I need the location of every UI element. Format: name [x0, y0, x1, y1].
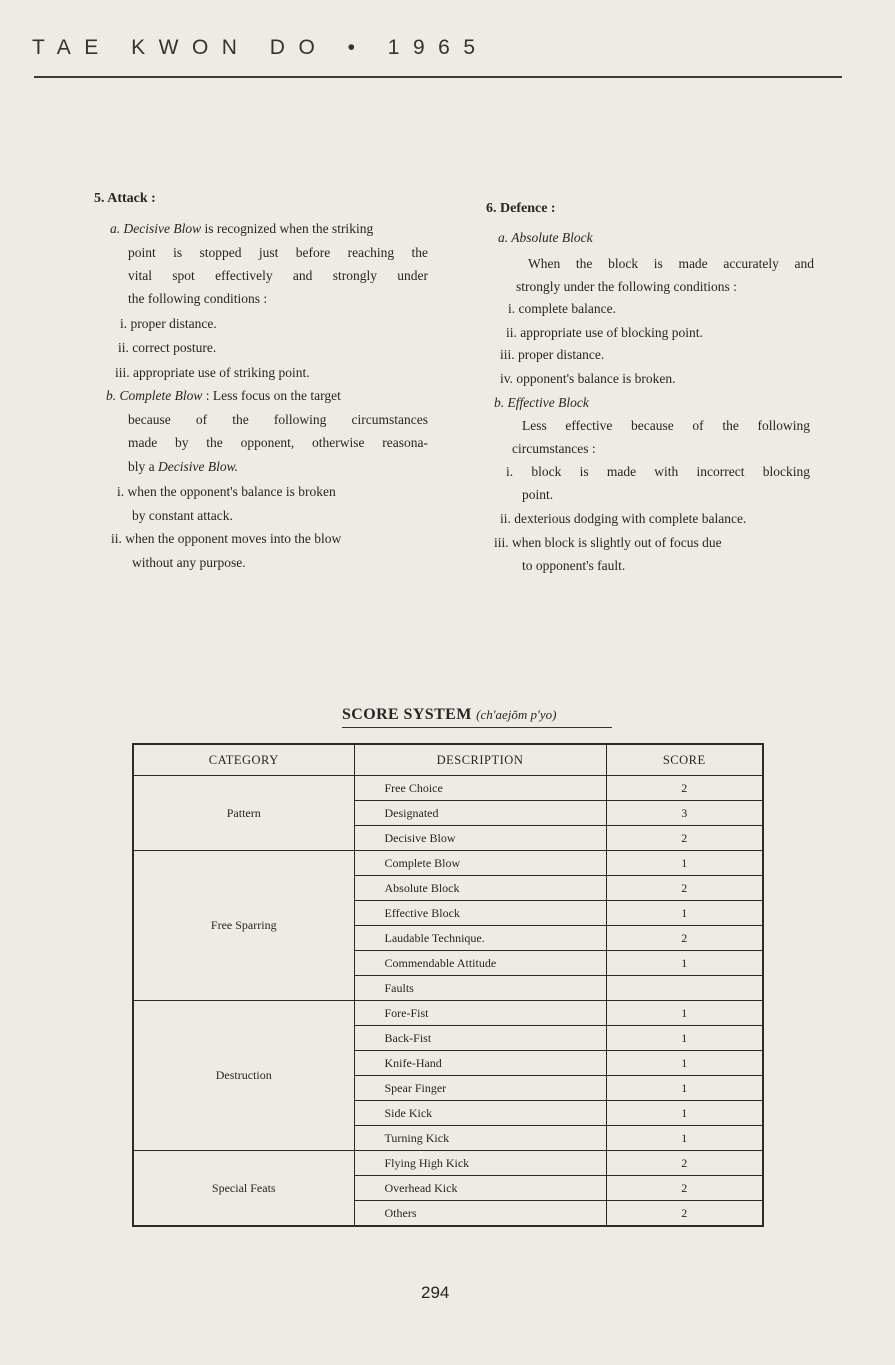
attack-a-line2: point is stopped just before reaching the: [128, 245, 428, 260]
table-row: [133, 1151, 763, 1176]
table-row: [133, 1001, 763, 1026]
row-score: 2: [606, 876, 763, 901]
score-table: [132, 743, 764, 1227]
defence-a-title: [498, 230, 593, 246]
defence-a-line2: strongly under the following conditions :: [516, 279, 737, 294]
attack-a-item-ii: ii. correct posture.: [118, 340, 217, 355]
row-score: 1: [606, 901, 763, 926]
row-description: Spear Finger: [354, 1076, 606, 1101]
row-description: Fore-Fist: [354, 1001, 606, 1026]
attack-heading: 5. Attack :: [94, 191, 156, 206]
defence-a-line1: When the block is made accurately and: [528, 256, 814, 271]
row-score: 1: [606, 851, 763, 876]
defence-b-item-iii-line1: iii. when block is slightly out of focus due: [494, 535, 722, 550]
defence-b-label: b.: [494, 395, 505, 410]
row-score: 1: [606, 1076, 763, 1101]
attack-a-label: a.: [110, 221, 121, 236]
attack-b-item-ii-line2: without any purpose.: [132, 555, 246, 570]
attack-a-item-iii: iii. appropriate use of striking point.: [115, 365, 310, 380]
header-category: CATEGORY: [133, 744, 354, 776]
attack-b-line4: [128, 459, 238, 475]
row-score: 2: [606, 826, 763, 851]
header-rule: [34, 76, 842, 78]
defence-b-title: [494, 395, 589, 411]
row-description: Complete Blow: [354, 851, 606, 876]
row-score: 2: [606, 1151, 763, 1176]
row-score: 1: [606, 1101, 763, 1126]
attack-b-label: b.: [106, 388, 117, 403]
attack-b-line2: because of the following circumstances: [128, 412, 428, 427]
defence-b-line2: circumstances :: [512, 441, 596, 456]
table-row: [133, 776, 763, 801]
header-description: DESCRIPTION: [354, 744, 606, 776]
row-description: Effective Block: [354, 901, 606, 926]
row-description: Overhead Kick: [354, 1176, 606, 1201]
attack-b-item-i-line1: i. when the opponent's balance is broken: [117, 484, 336, 499]
row-score: 2: [606, 926, 763, 951]
defence-b-line1: Less effective because of the following: [522, 418, 810, 433]
defence-heading: 6. Defence :: [486, 201, 556, 216]
defence-a-item-ii: ii. appropriate use of blocking point.: [506, 325, 703, 340]
attack-b-line4-pre: bly a: [128, 459, 158, 474]
row-description: Side Kick: [354, 1101, 606, 1126]
attack-b-item-ii-line1: ii. when the opponent moves into the blow: [111, 531, 342, 546]
score-table-header: [133, 744, 763, 776]
row-description: Free Choice: [354, 776, 606, 801]
row-score: 2: [606, 776, 763, 801]
header-score: SCORE: [606, 744, 763, 776]
attack-b-line1: [106, 388, 428, 404]
row-description: Others: [354, 1201, 606, 1227]
defence-b-item-ii: ii. dexterious dodging with complete balance.: [500, 511, 747, 526]
row-score: 1: [606, 1001, 763, 1026]
defence-a-item-i: i. complete balance.: [508, 301, 616, 316]
defence-a-term: Absolute Block: [511, 230, 593, 245]
row-score: 1: [606, 1126, 763, 1151]
defence-a-item-iii: iii. proper distance.: [500, 347, 605, 362]
row-score: 1: [606, 1026, 763, 1051]
attack-a-line4: the following conditions :: [128, 291, 268, 306]
row-description: Laudable Technique.: [354, 926, 606, 951]
attack-b-item-i-line2: by constant attack.: [132, 508, 233, 523]
attack-b-line3: made by the opponent, otherwise reasona-: [128, 435, 428, 450]
row-description: Knife-Hand: [354, 1051, 606, 1076]
attack-b-term: Complete Blow: [119, 388, 203, 403]
running-header: TAE KWON DO • 1965: [32, 36, 489, 59]
attack-a-term: Decisive Blow: [123, 221, 202, 236]
defence-b-item-i-line2: point.: [522, 487, 554, 502]
defence-a-item-iv: iv. opponent's balance is broken.: [500, 371, 676, 386]
attack-a-line1-rest: is recognized when the striking: [201, 221, 374, 236]
score-system-subtitle: (ch'aejŏm p'yo): [476, 707, 557, 722]
table-row: [133, 851, 763, 876]
row-description: Back-Fist: [354, 1026, 606, 1051]
score-system-title: [342, 706, 556, 724]
category-special-feats: Special Feats: [133, 1151, 354, 1227]
row-score: 2: [606, 1201, 763, 1227]
attack-b-line1-rest: : Less focus on the target: [202, 388, 341, 403]
defence-a-label: a.: [498, 230, 509, 245]
defence-b-item-i-line1: i. block is made with incorrect blocking: [506, 464, 810, 479]
attack-a-line3: vital spot effectively and strongly under: [128, 268, 428, 283]
page-number: 294: [421, 1283, 450, 1302]
row-score: 1: [606, 1051, 763, 1076]
row-description: Absolute Block: [354, 876, 606, 901]
score-system-underline: [342, 727, 612, 728]
row-score: 3: [606, 801, 763, 826]
row-score: 2: [606, 1176, 763, 1201]
category-pattern: Pattern: [133, 776, 354, 851]
row-description: Designated: [354, 801, 606, 826]
attack-a-line1: [110, 221, 373, 237]
row-score: [606, 976, 763, 1001]
row-description: Turning Kick: [354, 1126, 606, 1151]
category-destruction: Destruction: [133, 1001, 354, 1151]
attack-a-item-i: i. proper distance.: [120, 316, 217, 331]
row-score: 1: [606, 951, 763, 976]
row-description: Faults: [354, 976, 606, 1001]
defence-b-item-iii-line2: to opponent's fault.: [522, 558, 626, 573]
row-description: Flying High Kick: [354, 1151, 606, 1176]
attack-b-line4-term: Decisive Blow.: [158, 459, 238, 474]
score-system-title-text: SCORE SYSTEM: [342, 706, 472, 723]
row-description: Commendable Attitude: [354, 951, 606, 976]
category-free-sparring: Free Sparring: [133, 851, 354, 1001]
row-description: Decisive Blow: [354, 826, 606, 851]
defence-b-term: Effective Block: [507, 395, 589, 410]
